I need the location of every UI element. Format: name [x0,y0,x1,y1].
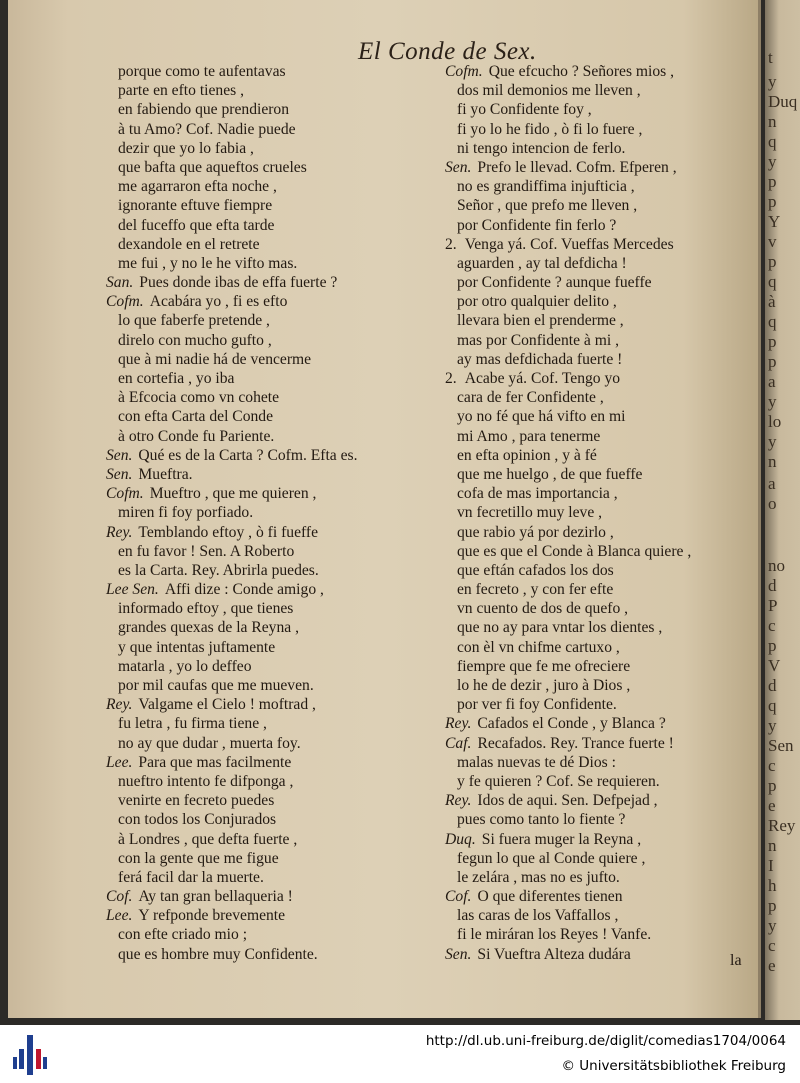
right-verse-line [445,196,765,215]
verse-text: con efta Carta del Conde [118,408,274,426]
verse-text: Acabára yo , fi es efto [149,293,288,311]
right-verse-line [445,120,765,139]
university-logo-icon [10,1033,50,1077]
verse-text: aguarden , ay tal defdicha ! [457,254,627,272]
permalink-url[interactable]: http://dl.ub.uni-freiburg.de/diglit/comedias1704/0064 [425,1033,786,1049]
adjacent-page-fragment: P [768,596,778,615]
right-verse-line [445,657,765,676]
verse-text: pues como tanto lo fiente ? [457,811,626,829]
left-verse-line [106,945,451,964]
adjacent-page-fragment: p [768,636,777,655]
copyright-notice: © Universitätsbibliothek Freiburg [561,1058,786,1074]
verse-text: ni tengo intencion de ferlo. [457,139,626,157]
verse-text: Si Vueftra Alteza dudára [477,945,631,963]
verse-text: ferá facil dar la muerte. [118,868,264,886]
adjacent-page-fragment: lo [768,412,782,431]
left-verse-line [106,254,451,273]
left-verse-line [106,273,451,292]
speaker-number: 2. [445,235,457,253]
verse-text: en cortefia , yo iba [118,370,235,387]
right-verse-line [445,714,765,733]
verse-text: que me huelgo , de que fueffe [457,465,643,483]
adjacent-page-fragment: q [768,272,777,291]
speaker-name: Caf. [445,734,472,752]
left-verse-line [106,216,451,235]
left-verse-line [106,849,451,868]
adjacent-page-fragment: no [768,556,785,575]
speaker-name: Rey. [445,715,472,733]
right-verse-line [445,830,765,849]
right-verse-line [445,925,765,944]
speaker-name: Sen. [445,158,472,176]
right-verse-line [445,139,765,158]
right-verse-line [445,810,765,829]
adjacent-page-fragment: p [768,252,777,271]
right-verse-line [445,580,765,599]
adjacent-page-fragment: v [768,232,777,251]
verse-text: que eftán cafados los dos [457,561,614,579]
left-verse-line [106,369,451,388]
verse-text: yo no fé que há vifto en mi [457,408,626,426]
catchword: la [730,952,742,969]
right-verse-line [445,446,765,465]
verse-text: con èl vn chifme cartuxo , [457,638,620,656]
verse-text: llevara bien el prenderme , [457,312,624,330]
book-page [8,0,761,1018]
verse-text: parte en efto tienes , [118,82,244,100]
right-verse-line [445,906,765,925]
speaker-name: Cofm. [106,293,144,311]
verse-text: y que intentas juftamente [118,638,276,656]
speaker-name: Rey. [106,523,133,541]
right-verse-line [445,158,765,177]
verse-text: del fuceffo que efta tarde [118,216,275,234]
left-verse-line [106,580,451,599]
left-text-column [106,62,451,964]
speaker-name: Cofm. [106,485,144,503]
adjacent-page-fragment: n [768,836,777,855]
left-verse-line [106,427,451,446]
left-verse-line [106,196,451,215]
left-verse-line [106,465,451,484]
left-verse-line [106,906,451,925]
adjacent-page-fragment: q [768,696,777,715]
verse-text: que es hombre muy Confidente. [118,945,318,963]
verse-text: cara de fer Confidente , [457,389,604,407]
left-verse-line [106,772,451,791]
speaker-name: Rey. [445,792,472,810]
adjacent-page-fragment: y [768,152,777,171]
adjacent-page-fragment: c [768,616,776,635]
verse-text: Valgame el Cielo ! moftrad , [138,696,316,714]
verse-text: en fecreto , y con fer efte [457,581,614,599]
verse-text: grandes quexas de la Reyna , [118,619,299,637]
adjacent-page-fragment: e [768,956,776,975]
adjacent-page-fragment: c [768,936,776,955]
adjacent-page-fragment: Y [768,212,781,231]
verse-text: fiempre que fe me ofreciere [457,657,631,675]
right-verse-line [445,369,765,388]
right-verse-line [445,791,765,810]
adjacent-page-fragment: Rey [768,816,796,835]
left-verse-line [106,484,451,503]
speaker-name: Rey. [106,696,133,714]
verse-text: à tu Amo? Cof. Nadie puede [118,120,296,138]
speaker-name: Cofm. [445,63,483,80]
left-verse-line [106,235,451,254]
verse-text: Que efcucho ? Señores mios , [488,63,675,80]
verse-text: lo he de dezir , juro à Dios , [457,677,631,694]
left-verse-line [106,695,451,714]
verse-text: es la Carta. Rey. Abrirla puedes. [118,561,319,579]
verse-text: dexandole en el retrete [118,235,260,253]
left-verse-line [106,791,451,810]
verse-text: no es grandiffima injufticia , [457,178,635,196]
adjacent-page-fragment: p [768,332,777,351]
verse-text: malas nuevas te dé Dios : [457,753,616,771]
verse-text: cofa de mas importancia , [457,485,618,503]
right-verse-line [445,638,765,657]
adjacent-page-fragment: d [768,676,777,695]
verse-text: que à mi nadie há de vencerme [118,350,312,368]
left-verse-line [106,561,451,580]
verse-text: con la gente que me figue [118,849,279,867]
verse-text: Acabe yá. Cof. Tengo yo [464,370,621,387]
right-verse-line [445,618,765,637]
verse-text: nueftro intento fe difponga , [118,772,294,790]
verse-text: que es que el Conde à Blanca quiere , [457,542,692,560]
left-verse-line [106,599,451,618]
adjacent-page-fragment: e [768,796,776,815]
left-verse-line [106,618,451,637]
right-verse-line [445,523,765,542]
verse-text: las caras de los Vaffallos , [457,907,619,925]
right-text-column [445,62,765,964]
verse-text: Mueftro , que me quieren , [149,485,317,503]
speaker-name: Lee. [106,753,133,771]
adjacent-page-fragment: q [768,312,777,331]
adjacent-page-fragment: n [768,452,777,471]
speaker-name: Lee. [106,907,133,925]
left-verse-line [106,311,451,330]
left-verse-line [106,139,451,158]
right-verse-line [445,331,765,350]
verse-text: en efta opinion , y à fé [457,446,597,464]
left-verse-line [106,158,451,177]
verse-text: à Efcocia como vn cohete [118,389,280,407]
verse-text: Y refponde brevemente [138,907,286,925]
speaker-name: Cof. [445,888,472,906]
right-verse-line [445,273,765,292]
verse-text: Ay tan gran bellaqueria ! [138,888,293,906]
right-verse-line [445,292,765,311]
left-verse-line [106,446,451,465]
verse-text: venirte en fecreto puedes [118,792,275,810]
verse-text: direlo con mucho gufto , [118,331,272,349]
speaker-name: Lee Sen. [106,581,159,599]
adjacent-page-fragment: t [768,48,773,67]
right-verse-line [445,676,765,695]
verse-text: informado eftoy , que tienes [118,600,294,618]
right-verse-line [445,427,765,446]
adjacent-page-fragment: y [768,916,777,935]
adjacent-page-fragment: n [768,112,777,131]
verse-text: Idos de aqui. Sen. Defpejad , [477,792,658,810]
verse-text: por mil caufas que me mueven. [118,677,314,694]
verse-text: mas por Confidente à mi , [457,331,619,349]
adjacent-page-fragment: p [768,896,777,915]
adjacent-page-edge [765,0,800,1020]
adjacent-page-fragment: h [768,876,777,895]
right-verse-line [445,350,765,369]
verse-text: Señor , que prefo me lleven , [457,197,638,215]
left-verse-line [106,100,451,119]
verse-text: en fabiendo que prendieron [118,101,290,119]
adjacent-page-fragment: c [768,756,776,775]
left-verse-line [106,388,451,407]
running-title: El Conde de Sex. [358,38,537,65]
verse-text: que bafta que aqueftos crueles [118,158,307,176]
verse-text: O que diferentes tienen [477,888,623,906]
verse-text: fi yo Confidente foy , [457,101,592,119]
adjacent-page-fragment: a [768,372,776,391]
verse-text: por Confidente fin ferlo ? [457,216,617,234]
adjacent-page-fragment: p [768,776,777,795]
verse-text: Affi dize : Conde amigo , [164,581,324,599]
right-verse-line [445,81,765,100]
verse-text: Cafados el Conde , y Blanca ? [477,715,666,733]
left-verse-line [106,657,451,676]
adjacent-page-fragment: V [768,656,781,675]
right-verse-line [445,503,765,522]
speaker-name: Sen. [106,465,133,483]
verse-text: vn cuento de dos de quefo , [457,600,629,618]
left-verse-line [106,81,451,100]
left-verse-line [106,925,451,944]
left-verse-line [106,810,451,829]
verse-text: miren fi foy porfiado. [118,504,254,522]
adjacent-page-fragment: p [768,172,777,191]
right-verse-line [445,695,765,714]
right-verse-line [445,484,765,503]
adjacent-page-fragment: y [768,72,777,91]
left-verse-line [106,830,451,849]
speaker-name: Cof. [106,888,133,906]
right-verse-line [445,734,765,753]
verse-text: Qué es de la Carta ? Cofm. Efta es. [138,446,358,464]
adjacent-page-fragment: à [768,292,776,311]
right-verse-line [445,62,765,81]
right-verse-line [445,465,765,484]
left-verse-line [106,331,451,350]
verse-text: ay mas defdichada fuerte ! [457,350,623,368]
adjacent-page-fragment: y [768,392,777,411]
right-verse-line [445,407,765,426]
verse-text: à otro Conde fu Pariente. [118,427,275,445]
adjacent-page-fragment: Duq [768,92,798,111]
adjacent-page-fragment: y [768,432,777,451]
verse-text: por ver fi foy Confidente. [457,696,617,714]
verse-text: le zelára , mas no es jufto. [457,868,620,886]
verse-text: no ay que dudar , muerta foy. [118,734,301,752]
verse-text: por Confidente ? aunque fueffe [457,274,652,292]
verse-text: por otro qualquier delito , [457,293,617,311]
verse-text: con efte criado mio ; [118,926,248,944]
left-verse-line [106,868,451,887]
verse-text: vn fecretillo muy leve , [457,504,603,522]
verse-text: dezir que yo lo fabia , [118,139,254,157]
right-verse-line [445,887,765,906]
adjacent-page-fragment: o [768,494,777,513]
left-verse-line [106,676,451,695]
verse-text: Pues donde ibas de effa fuerte ? [139,274,338,292]
left-verse-line [106,523,451,542]
verse-text: me agarraron efta noche , [118,178,277,196]
verse-text: porque como te aufentavas [118,63,286,80]
right-verse-line [445,388,765,407]
left-verse-line [106,407,451,426]
verse-text: y fe quieren ? Cof. Se requieren. [457,772,660,790]
right-verse-line [445,216,765,235]
left-verse-line [106,120,451,139]
speaker-name: Sen. [106,446,133,464]
right-verse-line [445,599,765,618]
left-verse-line [106,292,451,311]
adjacent-page-fragment: a [768,474,776,493]
verse-text: fu letra , fu firma tiene , [118,715,267,733]
speaker-name: Duq. [445,830,476,848]
right-verse-line [445,945,765,964]
verse-text: fi le miráran los Reyes ! Vanfe. [457,926,652,944]
verse-text: con todos los Conjurados [118,811,277,829]
adjacent-page-fragment: Sen [768,736,794,755]
left-verse-line [106,503,451,522]
right-verse-line [445,254,765,273]
adjacent-page-fragment: q [768,132,777,151]
verse-text: dos mil demonios me lleven , [457,82,641,100]
right-verse-line [445,100,765,119]
verse-text: mi Amo , para tenerme [457,427,601,445]
speaker-number: 2. [445,370,457,387]
left-verse-line [106,638,451,657]
verse-text: que rabio yá por dezirlo , [457,523,614,541]
verse-text: Para que mas facilmente [138,753,292,771]
left-verse-line [106,62,451,81]
left-verse-line [106,542,451,561]
left-verse-line [106,350,451,369]
right-verse-line [445,311,765,330]
verse-text: Recafados. Rey. Trance fuerte ! [477,734,674,752]
right-verse-line [445,177,765,196]
adjacent-page-fragment: d [768,576,777,595]
verse-text: Temblando eftoy , ò fi fueffe [138,523,319,541]
adjacent-page-fragment: I [768,856,774,875]
verse-text: à Londres , que defta fuerte , [118,830,298,848]
right-verse-line [445,772,765,791]
adjacent-page-fragment: y [768,716,777,735]
adjacent-page-fragment: p [768,352,777,371]
verse-text: Prefo le llevad. Cofm. Efperen , [477,158,677,176]
left-verse-line [106,177,451,196]
verse-text: en fu favor ! Sen. A Roberto [118,542,295,560]
verse-text: ignorante eftuve fiempre [118,197,273,215]
right-verse-line [445,561,765,580]
speaker-name: Sen. [445,945,472,963]
verse-text: Mueftra. [138,465,193,483]
verse-text: Si fuera muger la Reyna , [481,830,642,848]
verse-text: lo que faberfe pretende , [118,312,270,330]
verse-text: fegun lo que al Conde quiere , [457,849,646,867]
right-verse-line [445,868,765,887]
left-verse-line [106,753,451,772]
left-verse-line [106,734,451,753]
verse-text: Venga yá. Cof. Vueffas Mercedes [464,235,674,253]
verse-text: fi yo lo he fido , ò fi lo fuere , [457,120,643,138]
right-verse-line [445,849,765,868]
left-verse-line [106,887,451,906]
right-verse-line [445,235,765,254]
speaker-name: San. [106,274,134,292]
verse-text: matarla , yo lo deffeo [118,657,252,675]
right-verse-line [445,542,765,561]
adjacent-page-fragment: p [768,192,777,211]
viewer-footer [0,1025,800,1083]
right-verse-line [445,753,765,772]
verse-text: me fui , y no le he vifto mas. [118,254,298,272]
left-verse-line [106,714,451,733]
verse-text: que no ay para vntar los dientes , [457,619,663,637]
